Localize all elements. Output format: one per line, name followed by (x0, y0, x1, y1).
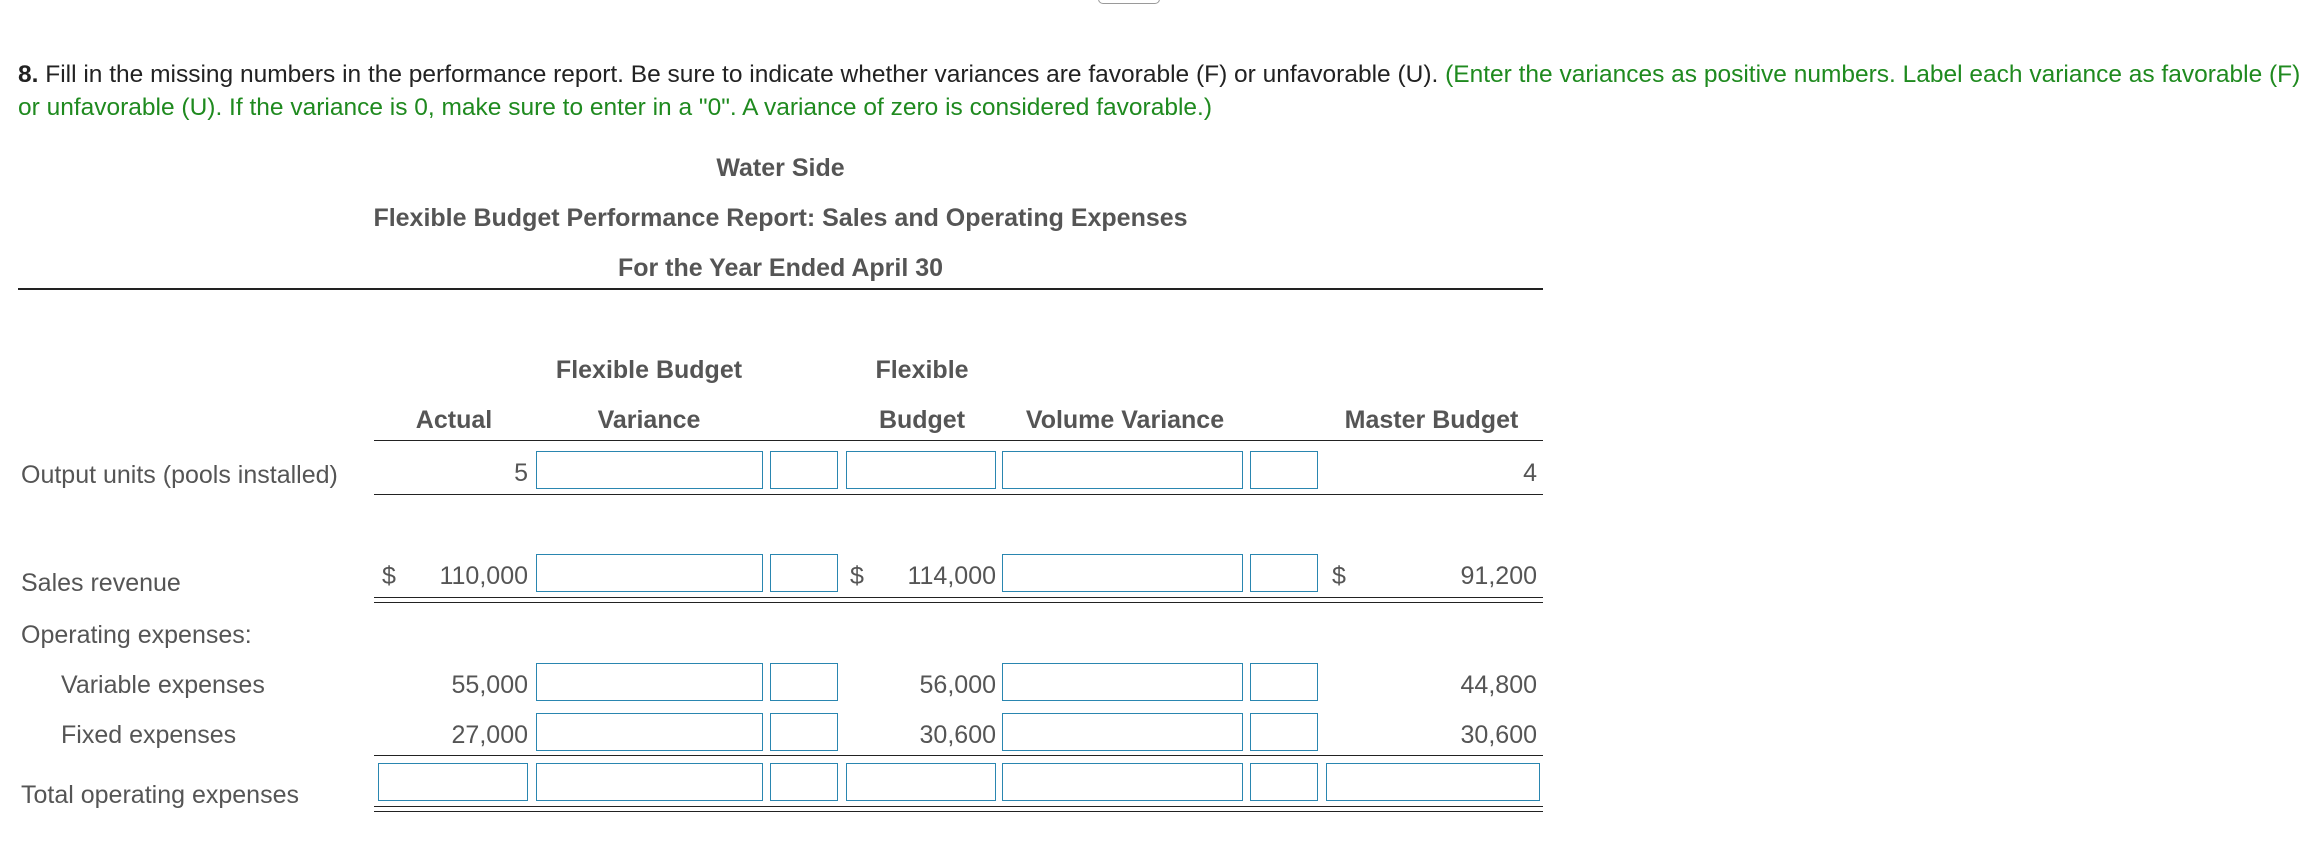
total-flex-variance-input[interactable] (536, 763, 763, 801)
header-rule (18, 288, 1543, 290)
variable-expenses-flexible: 56,000 (919, 671, 996, 699)
variable-flex-variance-input[interactable] (536, 663, 763, 701)
sales-volume-variance-input[interactable] (1002, 554, 1243, 592)
question-instructions (18, 58, 2303, 124)
total-double-rule-top (374, 806, 1543, 807)
total-volume-variance-input[interactable] (1002, 763, 1243, 801)
row-label-fixed-expenses: Fixed expenses (61, 721, 237, 749)
col-header-volume-variance: Volume Variance (1025, 406, 1225, 434)
fixed-flex-variance-input[interactable] (536, 713, 763, 751)
output-units-volume-variance-fu-input[interactable] (1250, 451, 1318, 489)
total-actual-input[interactable] (378, 763, 528, 801)
col-header-flex-budget-line1: Flexible (875, 356, 969, 384)
fixed-expenses-rule (374, 755, 1543, 756)
total-flex-variance-fu-input[interactable] (770, 763, 838, 801)
fixed-volume-variance-input[interactable] (1002, 713, 1243, 751)
output-units-flex-variance-input[interactable] (536, 451, 763, 489)
sales-double-rule-top (374, 597, 1543, 598)
fixed-expenses-actual: 27,000 (451, 721, 528, 749)
top-tab-button[interactable] (1098, 0, 1160, 4)
variable-expenses-actual: 55,000 (451, 671, 528, 699)
fixed-expenses-master: 30,600 (1460, 721, 1537, 749)
variable-volume-variance-fu-input[interactable] (1250, 663, 1318, 701)
col-header-master-budget: Master Budget (1344, 406, 1519, 434)
row-label-variable-expenses: Variable expenses (61, 671, 265, 699)
sales-volume-variance-fu-input[interactable] (1250, 554, 1318, 592)
col-header-flex-var-line1: Flexible Budget (555, 356, 743, 384)
output-units-flexible-budget-input[interactable] (846, 451, 996, 489)
col-header-flex-budget-line2: Budget (878, 406, 966, 434)
sales-double-rule-bottom (374, 602, 1543, 603)
report-title: Flexible Budget Performance Report: Sales and Operating Expenses (373, 204, 1188, 232)
fixed-expenses-flexible: 30,600 (919, 721, 996, 749)
output-units-flex-variance-fu-input[interactable] (770, 451, 838, 489)
question-hint: (Enter the variances as positive numbers. Label each variance as favorable (F) or unfavorable (U). If the variance is 0, make sure to enter in a "0". A variance of zero is considered favorable.) (18, 61, 2301, 121)
sales-flexible-dollar: $ (850, 562, 864, 590)
output-units-master: 4 (1523, 459, 1537, 487)
variable-volume-variance-input[interactable] (1002, 663, 1243, 701)
fixed-flex-variance-fu-input[interactable] (770, 713, 838, 751)
col-header-flex-var-line2: Variance (597, 406, 701, 434)
total-flexible-budget-input[interactable] (846, 763, 996, 801)
variable-expenses-master: 44,800 (1460, 671, 1537, 699)
sales-revenue-actual: 110,000 (439, 562, 528, 590)
row-label-total-operating-expenses: Total operating expenses (21, 781, 299, 809)
col-header-actual: Actual (415, 406, 493, 434)
total-volume-variance-fu-input[interactable] (1250, 763, 1318, 801)
sales-flex-variance-fu-input[interactable] (770, 554, 838, 592)
report-company: Water Side (716, 154, 845, 182)
row-label-operating-expenses: Operating expenses: (21, 621, 252, 649)
fixed-volume-variance-fu-input[interactable] (1250, 713, 1318, 751)
variable-flex-variance-fu-input[interactable] (770, 663, 838, 701)
row-label-output-units: Output units (pools installed) (21, 461, 338, 489)
sales-revenue-flexible: 114,000 (907, 562, 996, 590)
question-text: Fill in the missing numbers in the performance report. Be sure to indicate whether variances are favorable (F) or unfavorable (U). (38, 61, 1439, 88)
output-units-volume-variance-input[interactable] (1002, 451, 1243, 489)
output-units-actual: 5 (514, 459, 528, 487)
row-label-sales-revenue: Sales revenue (21, 569, 181, 597)
report-period: For the Year Ended April 30 (617, 254, 944, 282)
question-number: 8. (18, 61, 39, 88)
sales-flex-variance-input[interactable] (536, 554, 763, 592)
sales-actual-dollar: $ (382, 562, 396, 590)
output-units-rule (374, 494, 1543, 495)
sales-master-dollar: $ (1332, 562, 1346, 590)
total-master-budget-input[interactable] (1326, 763, 1540, 801)
total-double-rule-bottom (374, 811, 1543, 812)
column-header-rule (374, 440, 1543, 441)
sales-revenue-master: 91,200 (1460, 562, 1537, 590)
